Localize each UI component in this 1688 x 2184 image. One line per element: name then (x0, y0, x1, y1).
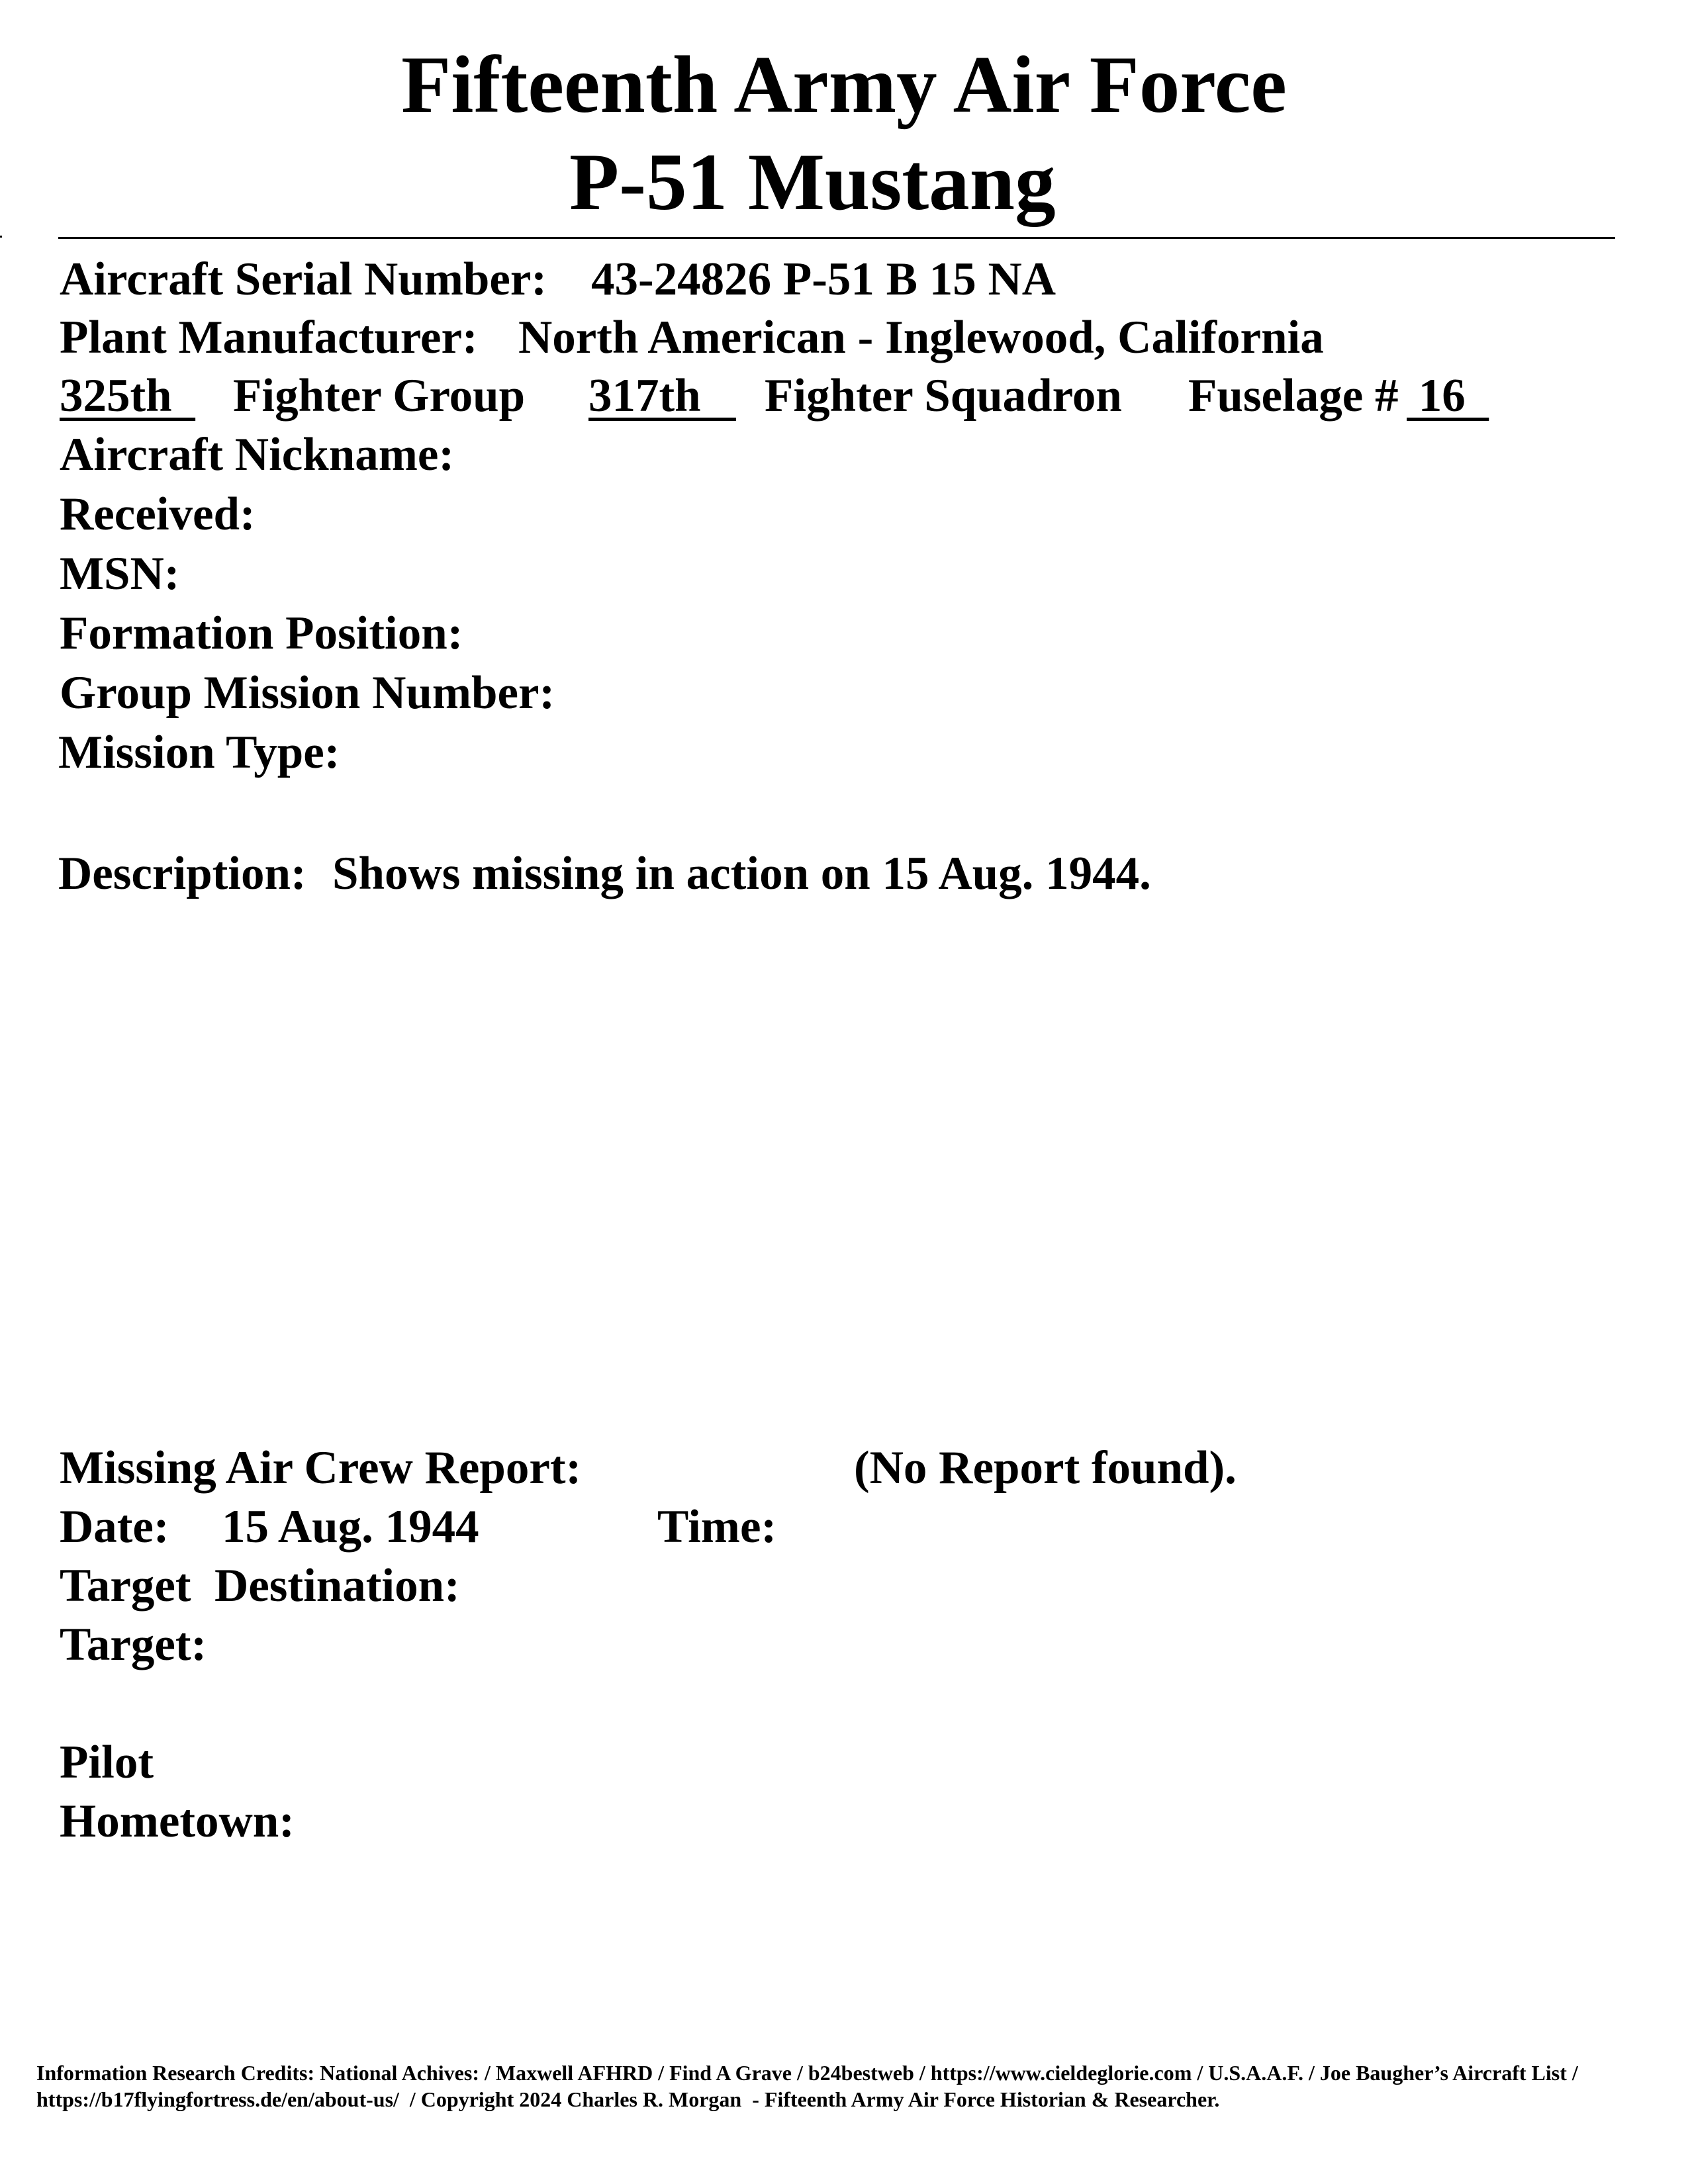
target-label: Target: (60, 1619, 207, 1670)
nickname-label: Aircraft Nickname: (60, 429, 455, 480)
fuselage-label: Fuselage # (1188, 370, 1399, 422)
page-title: Fifteenth Army Air Force (401, 39, 1287, 130)
description-text: Shows missing in action on 15 Aug. 1944. (332, 848, 1151, 899)
pilot-label: Pilot (60, 1737, 154, 1788)
manufacturer-value: North American - Inglewood, California (518, 312, 1324, 363)
margin-mark (0, 236, 2, 238)
msn-label: MSN: (60, 548, 180, 600)
credits-line-2: https://b17flyingfortress.de/en/about-us/ / Copyright 2024 Charles R. Morgan - Fifteenth Army Air Force Historian & Researcher. (36, 2087, 1220, 2111)
time-label: Time: (657, 1501, 777, 1553)
credits-line-1: Information Research Credits: National Achives: / Maxwell AFHRD / Find A Grave / b24bestweb / https://www.cieldeglorie.com / U.S.A.A.F. / Joe Baugher’s Aircraft List / (36, 2061, 1578, 2085)
aircraft-type-title: P-51 Mustang (569, 136, 1056, 227)
date-value: 15 Aug. 1944 (222, 1501, 479, 1553)
manufacturer-label: Plant Manufacturer: (60, 312, 478, 363)
description-label: Description: (58, 848, 306, 899)
hometown-label: Hometown: (60, 1796, 295, 1847)
target-destination-label: Target Destination: (60, 1560, 460, 1612)
fighter-group-label: Fighter Group (233, 370, 526, 422)
header-divider (58, 237, 1615, 239)
fighter-group-value: 325th (60, 370, 196, 422)
fighter-squadron-label: Fighter Squadron (765, 370, 1122, 422)
macr-value: (No Report found). (854, 1442, 1237, 1494)
formation-position-label: Formation Position: (60, 608, 463, 659)
mission-type-label: Mission Type: (58, 727, 340, 778)
serial-number-label: Aircraft Serial Number: (60, 253, 547, 305)
serial-number-value: 43-24826 P-51 B 15 NA (591, 253, 1056, 305)
fighter-squadron-value: 317th (588, 370, 736, 422)
date-label: Date: (60, 1501, 169, 1553)
received-label: Received: (60, 488, 256, 540)
fuselage-value: 16 (1407, 370, 1489, 422)
group-mission-number-label: Group Mission Number: (60, 667, 555, 719)
macr-label: Missing Air Crew Report: (60, 1442, 582, 1494)
